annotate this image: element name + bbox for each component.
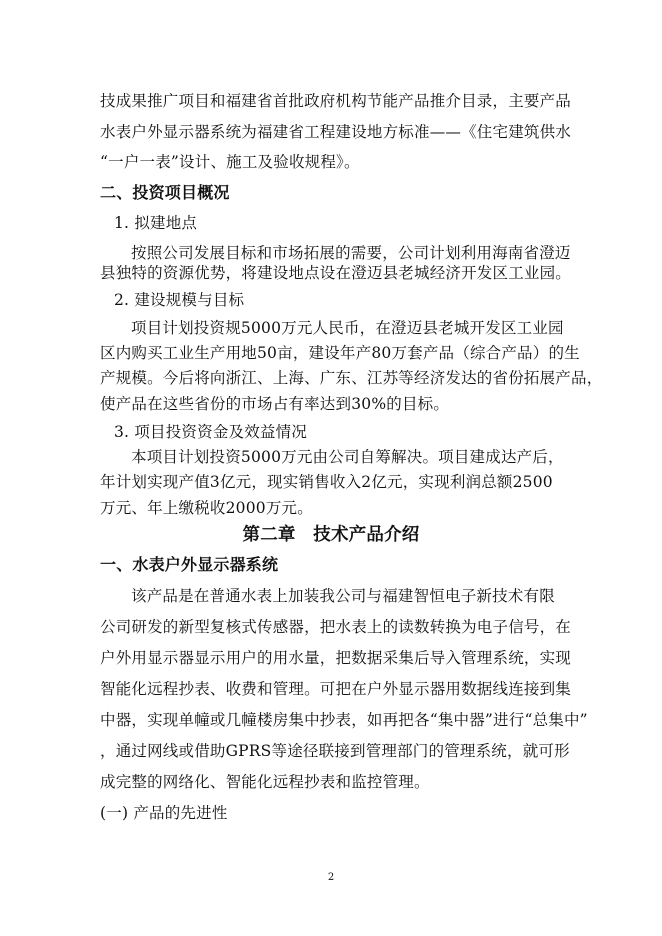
body-text-line: 项目计划投资规5000万元人民币，在澄迈县老城开发区工业园: [131, 319, 564, 337]
body-text-line: 公司研发的新型复核式传感器，把水表上的读数转换为电子信号，在: [100, 618, 572, 636]
body-text-line: 成完整的网络化、智能化远程抄表和监控管理。: [100, 773, 430, 791]
body-text-line: 水表户外显示器系统为福建省工程建设地方标准——《住宅建筑供水: [100, 123, 572, 141]
body-text-line: “一户一表”设计、施工及验收规程》。: [100, 153, 360, 171]
body-text-line: 按照公司发展目标和市场拓展的需要，公司计划利用海南省澄迈: [131, 244, 571, 262]
body-text-line: 户外用显示器显示用户的用水量，把数据采集后导入管理系统，实现: [100, 649, 572, 667]
subsection-heading: 3. 项目投资资金及效益情况: [114, 423, 308, 441]
section-heading: 二、投资项目概况: [100, 183, 230, 202]
subsection-heading: 2. 建设规模与目标: [114, 291, 245, 309]
body-text-line: 使产品在这些省份的市场占有率达到30%的目标。: [100, 395, 450, 413]
body-text-line: 本项目计划投资5000万元由公司自筹解决。项目建成达产后，: [131, 448, 564, 466]
body-text-line: 智能化远程抄表、收费和管理。可把在户外显示器用数据线连接到集: [100, 680, 572, 698]
body-text-line: 区内购买工业生产用地50亩，建设年产80万套产品（综合产品）的生: [100, 344, 580, 362]
body-text-line: ，通过网线或借助GPRS等途径联接到管理部门的管理系统，就可形: [100, 742, 570, 760]
subsection-heading: (一) 产品的先进性: [100, 804, 228, 822]
body-text-line: 万元、年上缴税收2000万元。: [100, 499, 313, 517]
subsection-heading: 1. 拟建地点: [114, 214, 198, 232]
body-text-line: 年计划实现产值3亿元，现实销售收入2亿元，实现利润总额2500: [100, 473, 553, 491]
body-text-line: 技成果推广项目和福建省首批政府机构节能产品推介目录，主要产品: [100, 92, 572, 110]
body-text-line: 产规模。今后将向浙江、上海、广东、江苏等经济发达的省份拓展产品，: [100, 369, 603, 387]
section-heading: 一、水表户外显示器系统: [100, 555, 279, 574]
body-text-line: 该产品是在普通水表上加装我公司与福建智恒电子新技术有限: [131, 587, 555, 605]
page-number: 2: [327, 872, 335, 883]
chapter-title: 第二章 技术产品介绍: [242, 525, 420, 545]
body-text-line: 县独特的资源优势，将建设地点设在澄迈县老城经济开发区工业园。: [100, 264, 572, 282]
body-text-line: 中器，实现单幢或几幢楼房集中抄表，如再把各“集中器”进行“总集中”: [100, 711, 588, 729]
